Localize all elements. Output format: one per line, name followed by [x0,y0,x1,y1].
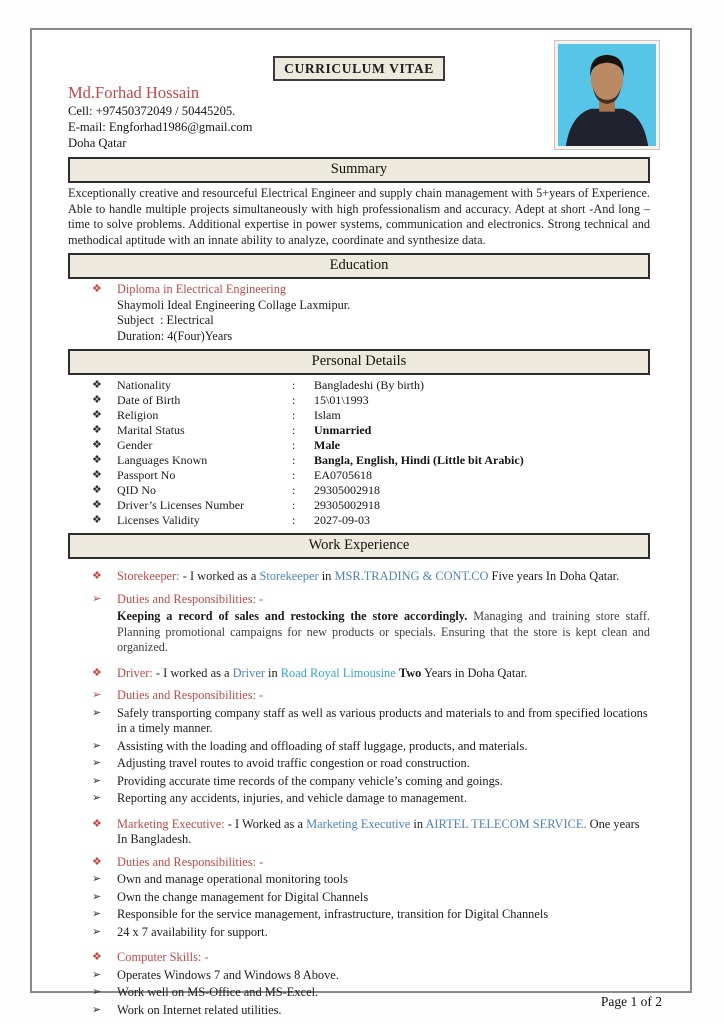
personal-value: Male [314,438,340,452]
education-degree-line [92,282,650,298]
duty-item [92,968,650,984]
duty-item [92,872,650,888]
personal-row [92,438,650,453]
personal-row [92,408,650,423]
location-line: Doha Qatar [68,136,127,150]
colon-separator: : [292,378,296,392]
section-bar-education: Education [68,253,650,279]
job-title-text [117,666,650,682]
colon-separator: : [292,408,296,422]
phone-line: Cell: +97450372049 / 50445205. [68,104,236,118]
arrow-bullet-icon: ➢ [92,986,102,998]
job-title: Computer Skills: - [117,950,209,964]
diamond-bullet-icon: ❖ [92,469,102,481]
personal-label: Driver’s Licenses Number [117,498,245,512]
duty-text: Own and manage operational monitoring tools [117,872,348,886]
diamond-bullet-icon: ❖ [92,379,102,391]
duty-text: Own the change management for Digital Channels [117,889,369,904]
job-intro-part: - I worked as a [179,569,260,583]
section-bar-personal-details: Personal Details [68,349,650,375]
duties-header [92,688,650,704]
diamond-bullet-icon: ❖ [92,454,102,466]
job-intro-part: AIRTEL TELECOM SERVICE. [425,816,587,831]
personal-label: Religion [117,408,159,422]
duty-text: Operates Windows 7 and Windows 8 Above. [117,967,339,982]
section-bar-work-experience: Work Experience [68,533,650,559]
arrow-bullet-icon: ➢ [92,757,102,769]
job-title-line [92,817,650,848]
job-title-line [92,666,650,682]
duty-item [92,756,650,772]
colon-separator: : [292,438,296,452]
education-duration: Duration: 4(Four)Years [117,328,233,343]
job-title: Marketing Executive: [117,816,225,831]
arrow-bullet-icon: ➢ [92,592,102,605]
job-title-line [92,569,650,585]
personal-value: EA0705618 [314,468,372,482]
portrait-photo [554,40,660,150]
personal-row [92,378,650,393]
job-intro-part: Two [398,665,422,680]
colon-separator: : [292,453,296,467]
colon-separator: : [292,468,296,482]
personal-label: QID No [117,483,156,497]
job-intro-part: Storekeeper [259,569,319,583]
duty-text: Safely transporting company staff as well as various products and materials to and from specified locations in a timely manner. [117,705,648,735]
arrow-bullet-icon: ➢ [92,739,102,752]
job-intro-part: Marketing Executive [306,816,411,831]
job-title-line [92,950,650,966]
job-intro-part: in [318,569,335,583]
duties-header [92,592,650,608]
diamond-bullet-icon: ❖ [92,439,102,451]
arrow-bullet-icon: ➢ [92,792,102,804]
job-intro-part: - I worked as a [152,665,233,680]
personal-row [92,498,650,513]
duty-item [92,739,650,755]
diamond-bullet-icon: ❖ [92,283,102,295]
job-intro-part: in [264,665,281,680]
diamond-bullet-icon: ❖ [92,817,102,830]
personal-label: Marital Status [117,423,185,437]
education-degree: Diploma in Electrical Engineering [117,282,287,296]
job-intro-part: in [410,816,426,831]
job-intro-part: MSR.TRADING & CONT.CO [334,569,489,583]
arrow-bullet-icon: ➢ [92,890,102,903]
personal-row [92,468,650,483]
duty-text: Assisting with the loading and offloading of staff luggage, products, and materials. [117,738,528,753]
section-bar-summary: Summary [68,157,650,183]
personal-row [92,453,650,468]
personal-label: Languages Known [117,453,208,467]
personal-row [92,483,650,498]
arrow-bullet-icon: ➢ [92,689,102,701]
personal-value: 15\01\1993 [314,393,369,407]
diamond-bullet-icon: ❖ [92,409,102,421]
cv-title-box: CURRICULUM VITAE [273,56,445,81]
personal-label: Licenses Validity [117,513,200,527]
duty-text: Work on Internet related utilities. [117,1002,282,1017]
duties-paragraph [117,609,650,656]
diamond-bullet-icon: ❖ [92,666,102,679]
education-subject: Subject : Electrical [117,313,214,327]
duty-item [92,706,650,737]
colon-separator: : [292,393,296,407]
personal-value: 29305002918 [314,483,380,497]
diamond-bullet-icon: ❖ [92,570,102,582]
diamond-bullet-icon: ❖ [92,951,102,963]
personal-value: Unmarried [314,423,372,437]
duty-text: Work well on MS-Office and MS-Excel. [117,985,319,999]
duty-item [92,1003,650,1019]
diamond-bullet-icon: ❖ [92,424,102,436]
duty-text: Adjusting travel routes to avoid traffic congestion or road construction. [117,756,470,770]
personal-value: Islam [314,408,341,422]
education-block [68,282,650,344]
arrow-bullet-icon: ➢ [92,774,102,787]
diamond-bullet-icon: ❖ [92,394,102,406]
duties-header-text: Duties and Responsibilities: - [117,854,264,869]
personal-value: Bangladeshi (By birth) [314,378,424,392]
job-intro-part: Driver [232,665,265,680]
personal-row [92,513,650,528]
duties-lead: Keeping a record of sales and restocking the store accordingly. [117,609,468,623]
personal-value: 2027-09-03 [314,513,370,527]
duty-text: Responsible for the service management, infrastructure, transition for Digital Channels [117,907,549,921]
summary-paragraph: Exceptionally creative and resourceful Electrical Engineer and supply chain management with 5+years of Experience. Able to handle multiple projects simultaneously with high professionalism and accuracy. Adept at short -And long – time to solve problems. Additional expertise in power systems, communication and electronics. Strong technical and methodical aptitude with an innate ability to analyze, coordinate and synthesize data. [68,186,650,247]
job-title-text [117,950,650,966]
personal-row [92,393,650,408]
job-intro-part: Five years In Doha Qatar. [488,569,620,583]
duty-item [92,907,650,923]
job-intro-part: Years in Doha Qatar. [421,665,528,680]
personal-row [92,423,650,438]
arrow-bullet-icon: ➢ [92,968,102,981]
diamond-bullet-icon: ❖ [92,514,102,526]
personal-value: 29305002918 [314,498,380,512]
duty-text: 24 x 7 availability for support. [117,924,268,939]
arrow-bullet-icon: ➢ [92,925,102,938]
job-title: Storekeeper: [117,569,180,583]
work-entries [68,569,650,1028]
colon-separator: : [292,483,296,497]
personal-label: Gender [117,438,153,452]
duty-item [92,791,650,807]
diamond-bullet-icon: ❖ [92,499,102,511]
arrow-bullet-icon: ➢ [92,706,102,719]
duty-item [92,774,650,790]
job-title: Driver: [117,665,153,680]
arrow-bullet-icon: ➢ [92,908,102,920]
portrait-photo-image [558,44,656,146]
duties-rest: Managing and training store staff. Planning promotional campaigns for new products or specials. Ensuring that the store is kept clean and organized. [117,609,650,654]
job-intro-part: One years In Bangladesh. [117,816,640,846]
job-intro-part: Road Royal Limousine [280,665,396,680]
colon-separator: : [292,513,296,527]
job-title-text [117,569,650,585]
job-title-text [117,817,650,848]
page-number: Page 1 of 2 [600,994,662,1009]
duties-header-text: Duties and Responsibilities: - [117,688,264,702]
arrow-bullet-icon: ➢ [92,873,102,885]
arrow-bullet-icon: ➢ [92,1003,102,1016]
duty-item [92,985,650,1001]
personal-label: Nationality [117,378,171,392]
job-intro-part: - I Worked as a [224,816,307,831]
colon-separator: : [292,498,296,512]
duty-text: Reporting any accidents, injuries, and vehicle damage to management. [117,791,467,805]
personal-label: Passport No [117,468,176,482]
colon-separator: : [292,423,296,437]
duties-header [92,855,650,871]
diamond-bullet-icon: ❖ [92,484,102,496]
duty-item [92,925,650,941]
duties-header-text: Duties and Responsibilities: - [117,591,264,606]
diamond-bullet-icon: ❖ [92,855,102,868]
duty-item [92,890,650,906]
candidate-name: Md.Forhad Hossain [68,83,200,102]
email-line: E-mail: Engforhad1986@gmail.com [68,120,253,134]
personal-value: Bangla, English, Hindi (Little bit Arabic) [314,453,524,467]
duty-text: Providing accurate time records of the company vehicle’s coming and goings. [117,773,503,788]
education-institute: Shaymoli Ideal Engineering Collage Laxmipur. [117,297,351,312]
personal-rows [68,378,650,528]
personal-label: Date of Birth [117,393,181,407]
